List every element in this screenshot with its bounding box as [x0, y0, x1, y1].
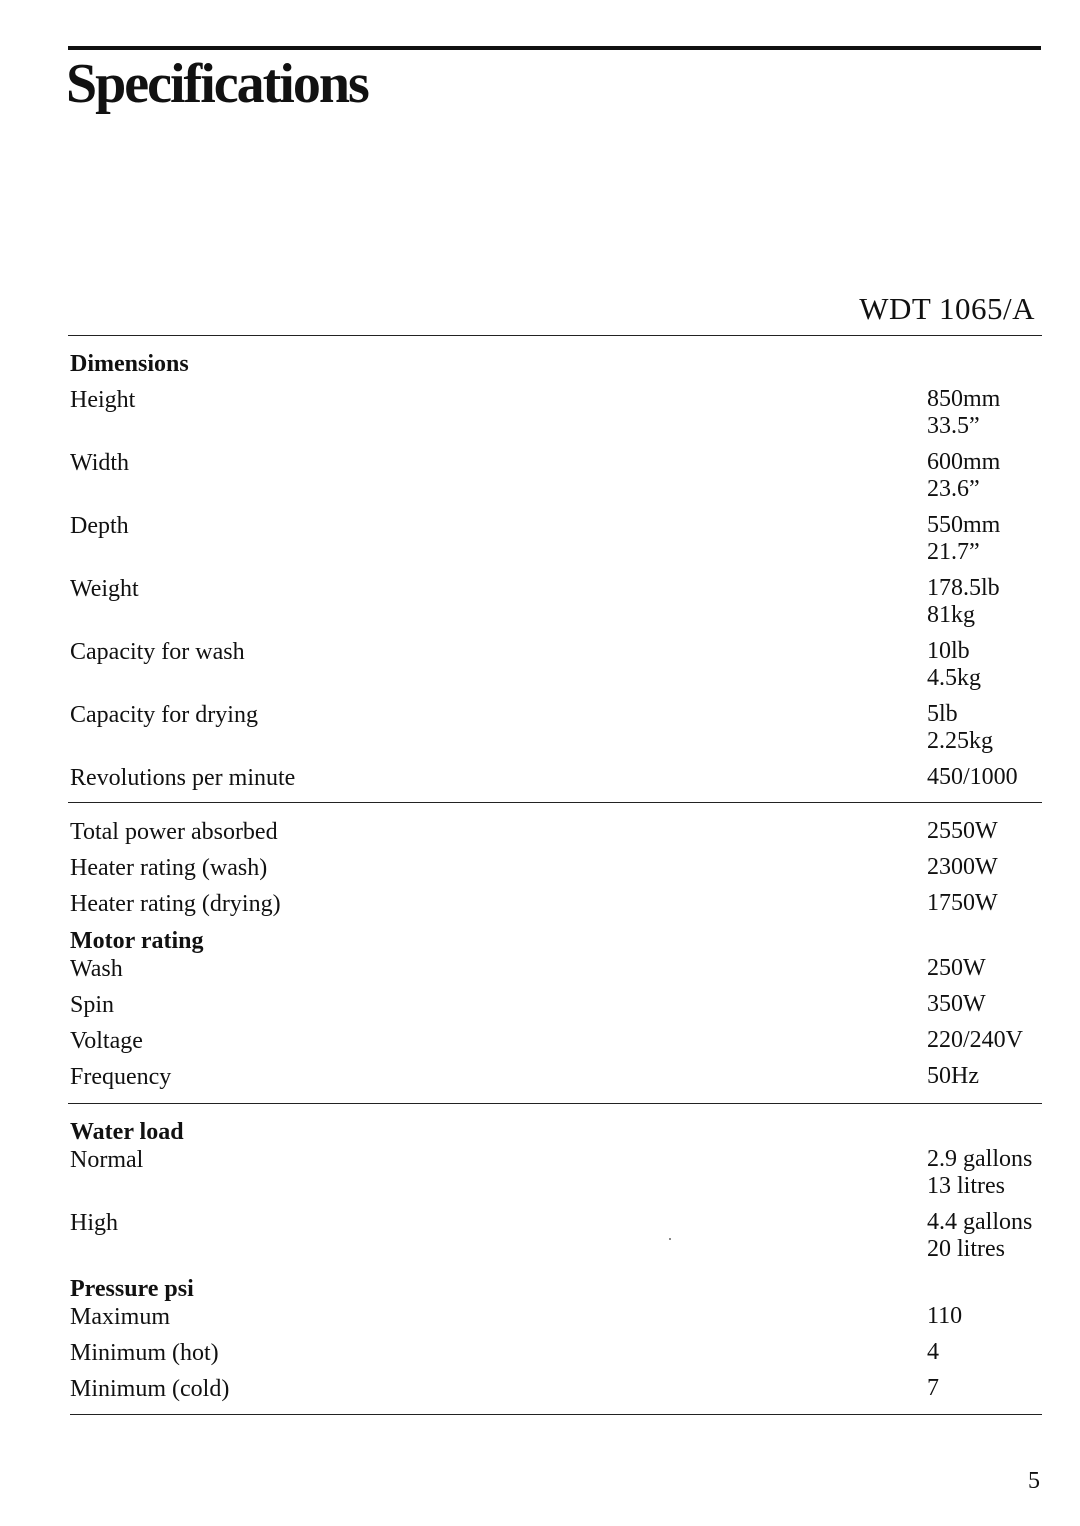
spec-value-pressure-max: 110 — [927, 1303, 963, 1329]
divider-bottom — [70, 1414, 1042, 1415]
spec-label-total-power: Total power absorbed — [70, 819, 278, 845]
spec-value-height-mm: 850mm — [927, 386, 1001, 412]
spec-label-capacity-drying: Capacity for drying — [70, 702, 258, 728]
scan-speck — [669, 1238, 671, 1240]
spec-value-water-high-gal: 4.4 gallons — [927, 1209, 1033, 1235]
top-rule — [68, 46, 1041, 50]
spec-label-pressure-max: Maximum — [70, 1304, 170, 1330]
spec-value-rpm: 450/1000 — [927, 764, 1018, 790]
spec-value-height-in: 33.5” — [927, 413, 980, 439]
spec-value-capacity-drying-kg: 2.25kg — [927, 728, 993, 754]
spec-label-water-high: High — [70, 1210, 118, 1236]
spec-value-water-normal-l: 13 litres — [927, 1173, 1005, 1199]
spec-label-rpm: Revolutions per minute — [70, 765, 296, 791]
spec-label-width: Width — [70, 450, 130, 476]
page-title: Specifications — [66, 53, 368, 115]
spec-value-heater-wash: 2300W — [927, 854, 998, 880]
spec-value-voltage: 220/240V — [927, 1027, 1023, 1053]
spec-label-water-normal: Normal — [70, 1147, 144, 1173]
spec-value-frequency: 50Hz — [927, 1063, 979, 1089]
spec-value-motor-spin: 350W — [927, 991, 986, 1017]
spec-value-capacity-wash-kg: 4.5kg — [927, 665, 981, 691]
motor-rating-heading: Motor rating — [70, 928, 204, 954]
spec-value-width-in: 23.6” — [927, 476, 980, 502]
spec-value-capacity-drying-lb: 5lb — [927, 701, 958, 727]
spec-label-heater-drying: Heater rating (drying) — [70, 891, 281, 917]
spec-value-width-mm: 600mm — [927, 449, 1001, 475]
model-number: WDT 1065/A — [859, 291, 1035, 326]
spec-value-heater-drying: 1750W — [927, 890, 998, 916]
spec-value-weight-kg: 81kg — [927, 602, 975, 628]
spec-label-weight: Weight — [70, 576, 139, 602]
spec-label-capacity-wash: Capacity for wash — [70, 639, 245, 665]
spec-value-water-high-l: 20 litres — [927, 1236, 1005, 1262]
spec-label-pressure-min-hot: Minimum (hot) — [70, 1340, 219, 1366]
spec-value-pressure-min-hot: 4 — [927, 1339, 939, 1365]
spec-label-voltage: Voltage — [70, 1028, 143, 1054]
divider-model — [68, 335, 1042, 336]
spec-value-depth-mm: 550mm — [927, 512, 1001, 538]
spec-label-pressure-min-cold: Minimum (cold) — [70, 1376, 230, 1402]
divider-dimensions — [68, 802, 1042, 803]
spec-value-capacity-wash-lb: 10lb — [927, 638, 970, 664]
spec-label-frequency: Frequency — [70, 1064, 172, 1090]
spec-label-motor-wash: Wash — [70, 956, 123, 982]
spec-label-depth: Depth — [70, 513, 129, 539]
spec-value-depth-in: 21.7” — [927, 539, 980, 565]
spec-value-pressure-min-cold: 7 — [927, 1375, 939, 1401]
spec-value-weight-lb: 178.5lb — [927, 575, 1000, 601]
dimensions-heading: Dimensions — [70, 351, 189, 377]
spec-value-total-power: 2550W — [927, 818, 998, 844]
divider-power — [68, 1103, 1042, 1104]
pressure-heading: Pressure psi — [70, 1276, 194, 1302]
page-number: 5 — [1028, 1468, 1040, 1494]
spec-value-water-normal-gal: 2.9 gallons — [927, 1146, 1033, 1172]
spec-label-motor-spin: Spin — [70, 992, 115, 1018]
spec-value-motor-wash: 250W — [927, 955, 986, 981]
spec-label-height: Height — [70, 387, 136, 413]
water-load-heading: Water load — [70, 1119, 184, 1145]
spec-label-heater-wash: Heater rating (wash) — [70, 855, 268, 881]
